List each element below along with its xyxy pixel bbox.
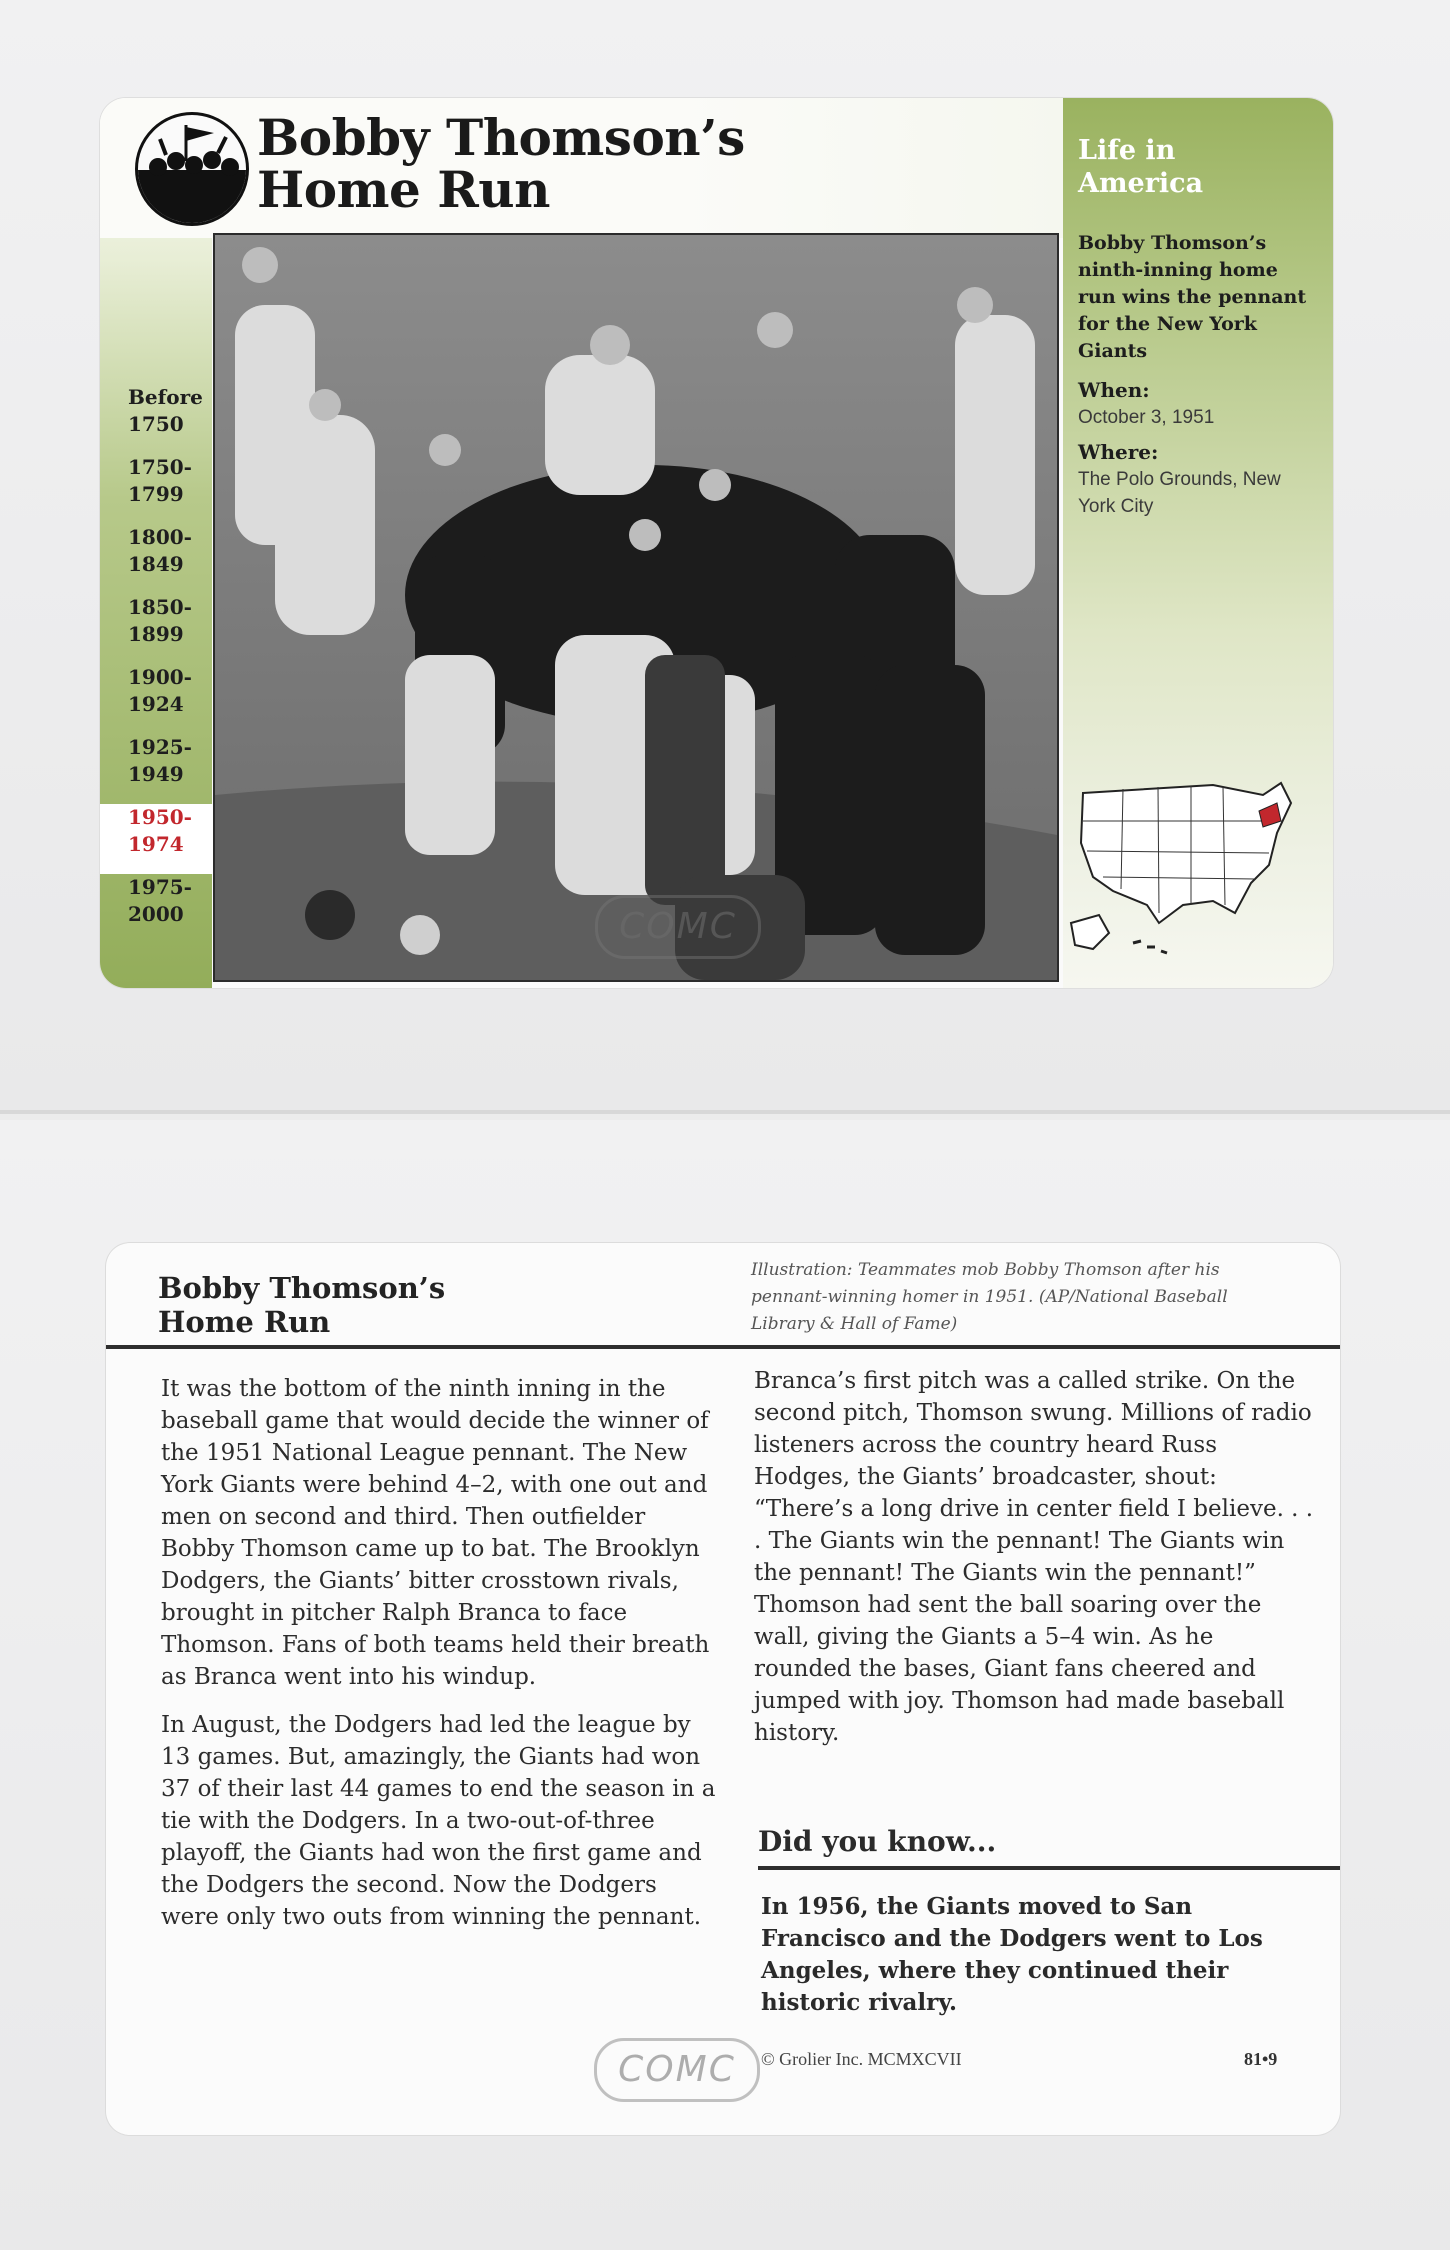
card-front [100, 98, 1333, 988]
body-paragraph: Branca’s first pitch was a called strike. On the second pitch, Thomson swung. Millions of radio listeners across the country heard Russ Hodges, the Giants’ broadcaster, shout: “There’s a long drive in center field I believe. . . . The Giants win the pennant! The Giants win the pennant! The Giants win the pennant!” Thomson had sent the ball soaring over the wall, giving the Giants a 5–4 win. As he rounded the bases, Giant fans cheered and jumped with joy. Thomson had made baseball history. [754, 1368, 1314, 1746]
watermark-logo: COMC [594, 2038, 760, 2102]
did-you-know-text: In 1956, the Giants moved to San Francisco and the Dodgers went to Los Angeles, where they continued their historic rivalry. [761, 1893, 1263, 2016]
era-1850-1899: 1850- 1899 [128, 595, 192, 646]
title-line1: Bobby Thomson’s [257, 108, 745, 167]
title-line2: Home Run [257, 160, 550, 219]
era-1925-1949: 1925- 1949 [128, 735, 192, 786]
celebration-photo [213, 233, 1059, 982]
card-summary: Bobby Thomson’s ninth-inning home run wins the pennant for the New York Giants [1078, 232, 1307, 362]
watermark-logo: COMC [595, 895, 761, 959]
when-value: October 3, 1951 [1078, 407, 1215, 428]
divider [758, 1866, 1340, 1870]
era-1800-1849: 1800- 1849 [128, 525, 192, 576]
when-label: When: [1078, 378, 1150, 402]
card-back [106, 1243, 1340, 2135]
card-title [257, 108, 745, 219]
era-1950-1974-active: 1950- 1974 [100, 804, 216, 874]
body-paragraph: It was the bottom of the ninth inning in the baseball game that would decide the winner of the 1951 National League pennant. The New York Giants were behind 4–2, with one out and men on second and third. Then outfielder Bobby Thomson came up to bat. The Brooklyn Dodgers, the Giants’ bitter crosstown rivals, brought in pitcher Ralph Branca to face Thomson. Fans of both teams held their breath as Branca went into his windup. [161, 1376, 710, 1690]
body-column-left [161, 1373, 721, 1949]
info-sidebar [1078, 134, 1318, 520]
body-column-right [754, 1365, 1314, 1765]
era-timeline [100, 384, 212, 944]
crowd-flag-icon [135, 112, 249, 226]
copyright: © Grolier Inc. MCMXCVII [761, 2049, 962, 2069]
card-number: 81•9 [1244, 2049, 1278, 2069]
category-title: Life in America [1078, 135, 1204, 199]
photo-caption: Illustration: Teammates mob Bobby Thomson after his pennant-winning homer in 1951. (AP/National Baseball Library & Hall of Fame) [751, 1260, 1228, 1334]
us-map-icon [1063, 773, 1303, 963]
back-title: Bobby Thomson’s Home Run [158, 1271, 446, 1339]
divider [106, 1345, 1340, 1349]
era-before-1750: Before 1750 [128, 385, 203, 436]
era-1750-1799: 1750- 1799 [128, 455, 192, 506]
body-paragraph: In August, the Dodgers had led the league by 13 games. But, amazingly, the Giants had won 37 of their last 44 games to end the season in a tie with the Dodgers. In a two-out-of-three playoff, the Giants had won the first game and the Dodgers the second. Now the Dodgers were only two outs from winning the pennant. [161, 1712, 716, 1930]
where-value: The Polo Grounds, New York City [1078, 469, 1281, 517]
where-label: Where: [1078, 440, 1159, 464]
did-you-know-heading: Did you know... [758, 1825, 997, 1858]
era-1975-2000: 1975- 2000 [128, 875, 192, 926]
era-1900-1924: 1900- 1924 [128, 665, 192, 716]
